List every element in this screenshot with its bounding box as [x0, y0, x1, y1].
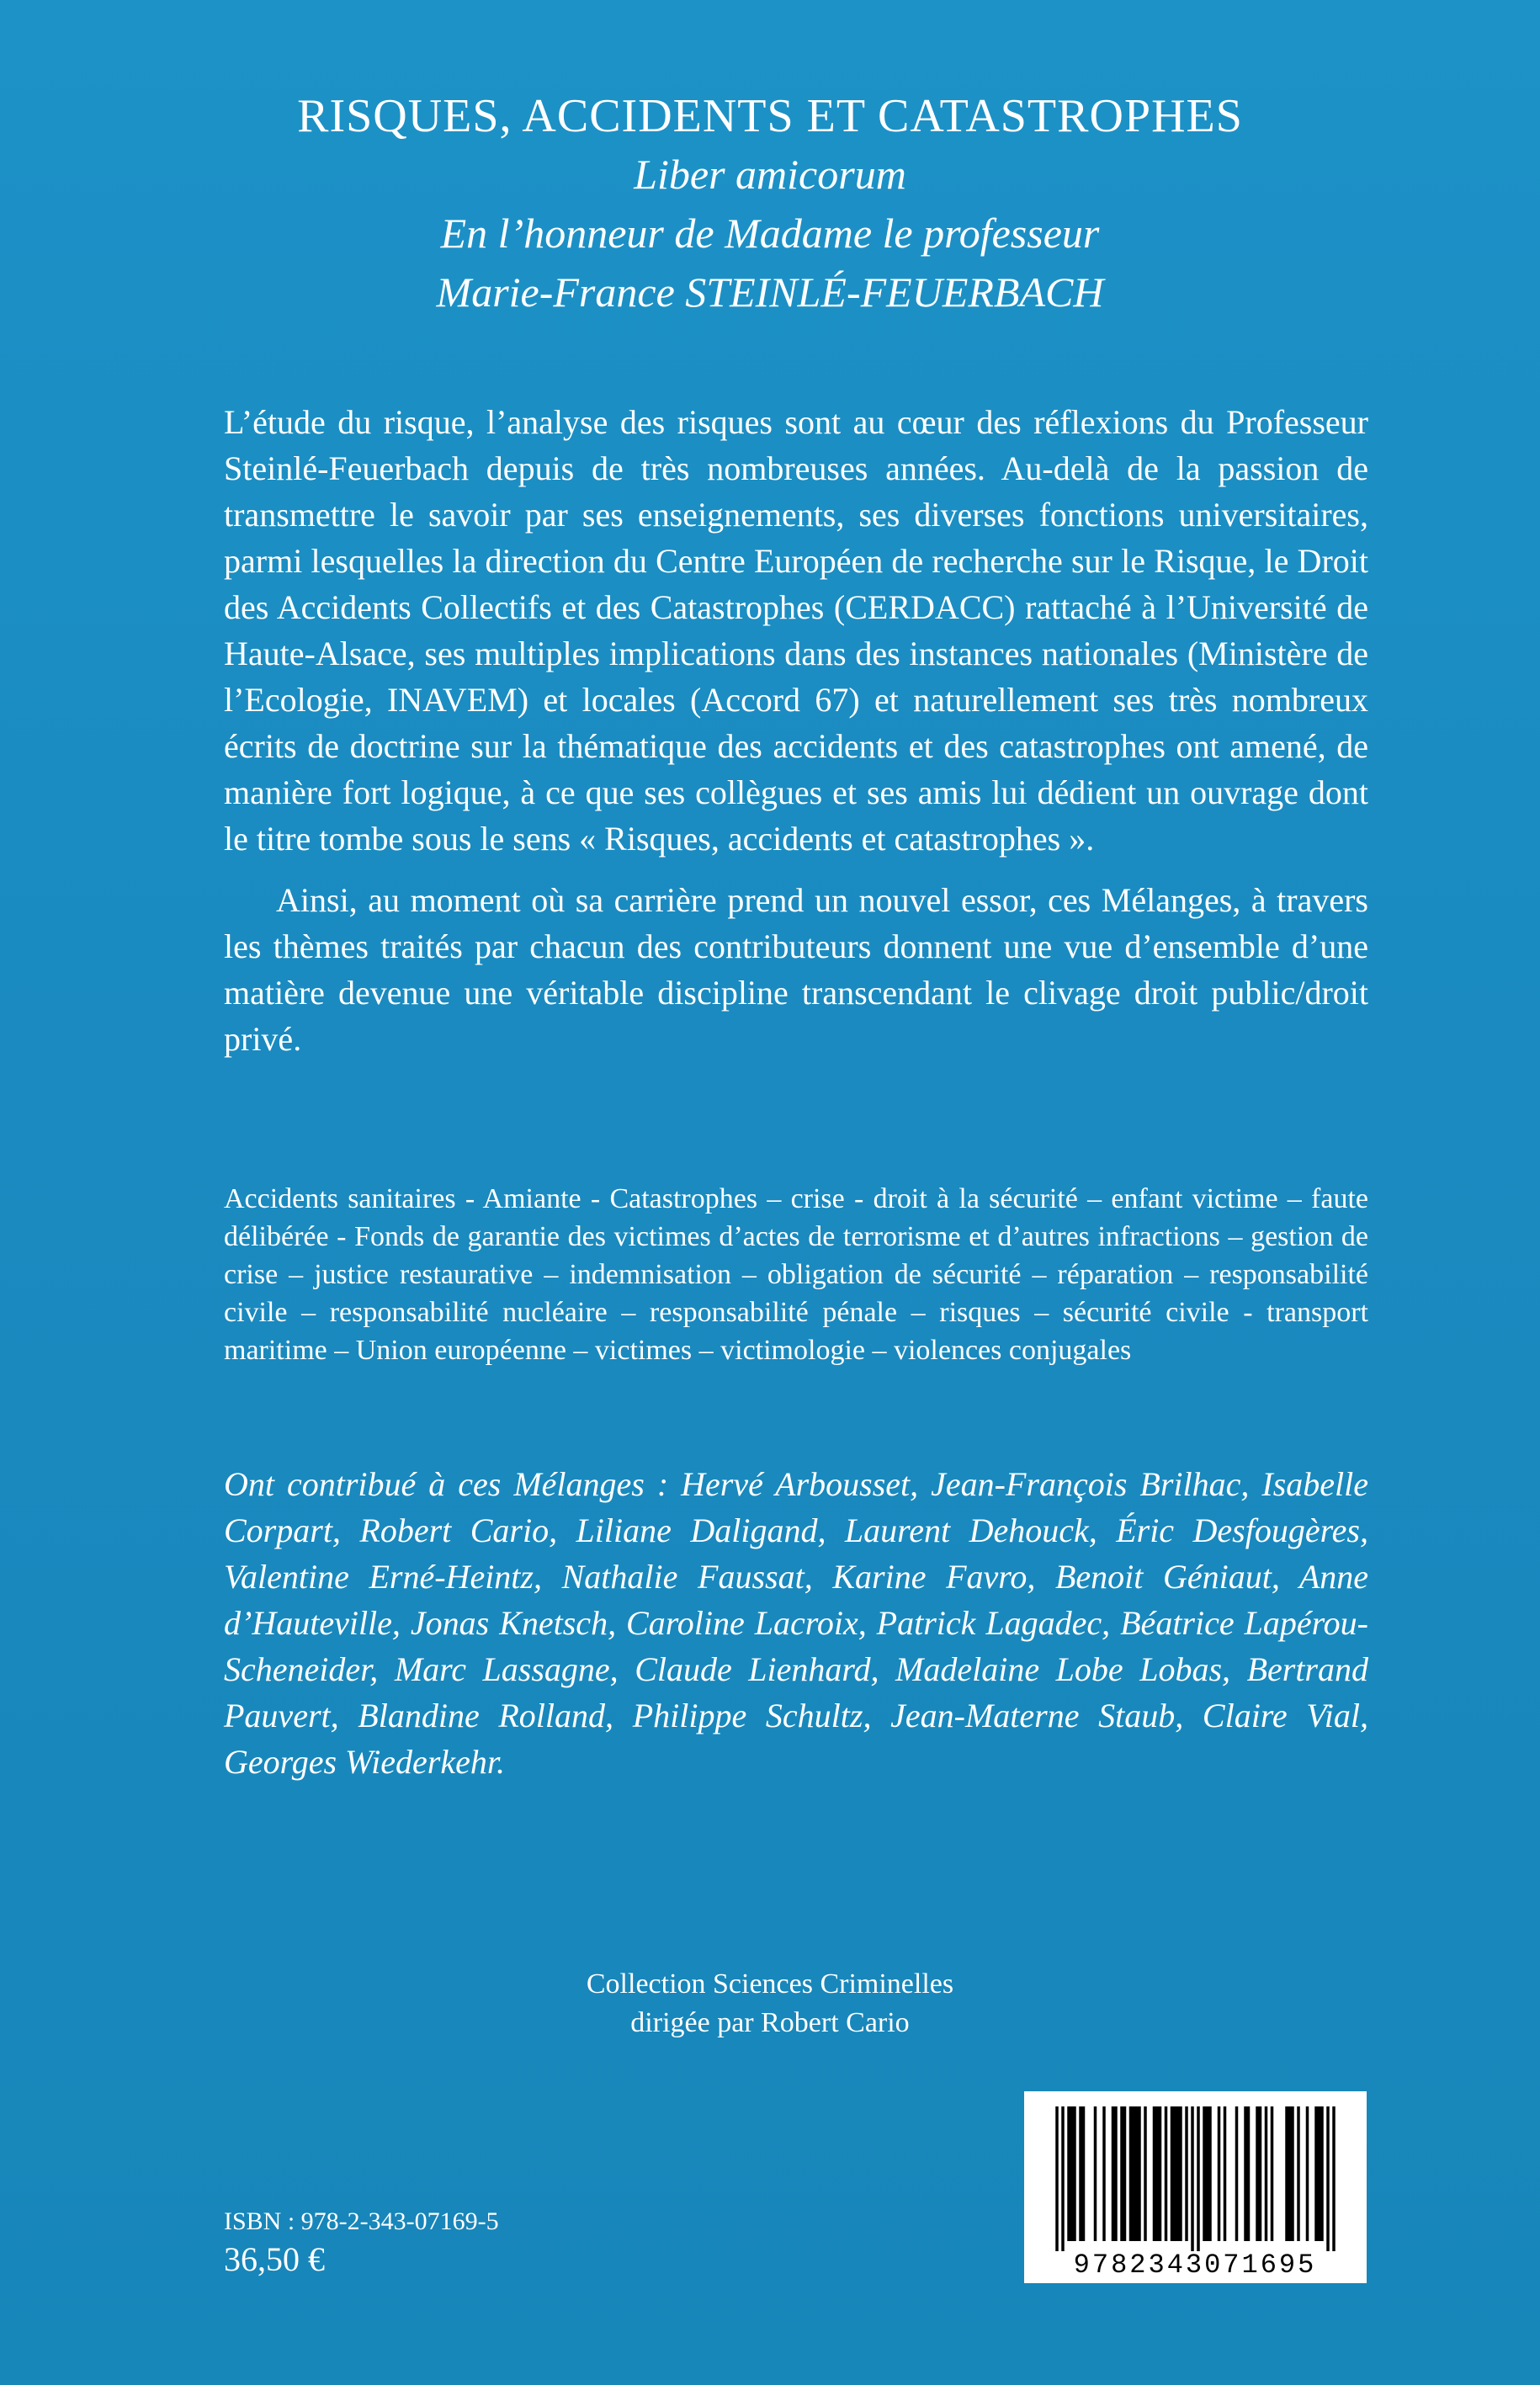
barcode-bar — [1120, 2106, 1126, 2241]
barcode-bar — [1326, 2106, 1330, 2251]
price-text: 36,50 € — [224, 2240, 325, 2278]
barcode-bar — [1171, 2106, 1182, 2241]
barcode-bar — [1153, 2106, 1162, 2241]
barcode-graphic — [1024, 2091, 1367, 2283]
blurb — [224, 399, 1368, 1062]
barcode-bar — [1079, 2106, 1085, 2241]
barcode-bar — [1271, 2106, 1274, 2241]
collection-name: Collection Sciences Criminelles — [586, 1968, 954, 2000]
collection-info — [0, 1965, 1540, 2042]
barcode-bar — [1067, 2106, 1076, 2241]
barcode-bar — [1197, 2106, 1200, 2251]
barcode-bar — [1306, 2106, 1309, 2241]
barcode-bar — [1332, 2106, 1336, 2251]
barcode-bar — [1256, 2106, 1261, 2241]
contributors-list: Ont contribué à ces Mélanges : Hervé Arbousset, Jean-François Brilhac, Isabelle Corpart, Robert Cario, Liliane Daligand, Laurent Dehouck, Éric Desfougères, Valentine Erné-Heintz, Nathalie Faussat, Karine Favro, Benoit Géniaut, Anne d’Hauteville, Jonas Knetsch, Caroline Lacroix, Patrick Lagadec, Béatrice Lapérou-Scheneider, Marc Lassagne, Claude Lienhard, Madelaine Lobe Lobas, Bertrand Pauvert, Blandine Rolland, Philippe Schultz, Jean-Materne Staub, Claire Vial, Georges Wiederkehr. — [224, 1465, 1368, 1781]
barcode-bar — [1129, 2106, 1141, 2241]
barcode-bar — [1144, 2106, 1147, 2241]
barcode-bar — [1314, 2106, 1324, 2241]
barcode-bar — [1185, 2106, 1188, 2241]
isbn-text: ISBN : 978-2-343-07169-5 — [224, 2207, 499, 2235]
barcode-bar — [1094, 2106, 1097, 2241]
barcode — [1024, 2091, 1367, 2283]
barcode-bar — [1297, 2106, 1300, 2241]
barcode-bar — [1218, 2106, 1221, 2241]
barcode-bar — [1285, 2106, 1294, 2241]
barcode-bar — [1244, 2106, 1250, 2241]
barcode-bar — [1235, 2106, 1239, 2241]
barcode-bar — [1265, 2106, 1268, 2241]
collection-director: dirigée par Robert Cario — [630, 2007, 910, 2038]
barcode-bar — [1112, 2106, 1118, 2241]
keywords-list: Accidents sanitaires - Amiante - Catastrophes – crise - droit à la sécurité – enfant victime – faute délibérée - Fonds de garantie des victimes d’actes de terrorisme et d’autres infractions – gestion de crise – justice restaurative – indemnisation – obligation de sécurité – réparation – responsabilité civile – responsabilité nucléaire – responsabilité pénale – risques – sécurité civile - transport maritime – Union européenne – victimes – victimologie – violences conjugales — [224, 1183, 1368, 1366]
subtitle-liber-amicorum: Liber amicorum — [634, 151, 906, 198]
blurb-paragraph-2: Ainsi, au moment où sa carrière prend un nouvel essor, ces Mélanges, à travers les thèmes traités par chacun des contributeurs donnent une vue d’ensemble d’une matière devenue une véritable discipline transcendant le clivage droit public/droit privé. — [224, 881, 1368, 1058]
blurb-paragraph-1: L’étude du risque, l’analyse des risques sont au cœur des réflexions du Professeur Steinlé-Feuerbach depuis de très nombreuses années. Au-delà de la passion de transmettre le savoir par ses enseignements, ses diverses fonctions universitaires, parmi lesquelles la direction du Centre Européen de recherche sur le Risque, le Droit des Accidents Collectifs et des Catastrophes (CERDACC) rattaché à l’Université de Haute-Alsace, ses multiples implications dans des instances nationales (Ministère de l’Ecologie, INAVEM) et locales (Accord 67) et naturellement ses très nombreux écrits de doctrine sur la thématique des accidents et des catastrophes ont amené, de manière fort logique, à ce que ses collègues et ses amis lui dédient un ouvrage dont le titre tombe sous le sens « Risques, accidents et catastrophes ». — [224, 403, 1368, 858]
barcode-bar — [1165, 2106, 1168, 2241]
barcode-bar — [1203, 2106, 1212, 2241]
subtitle-honour: En l’honneur de Madame le professeur — [440, 210, 1100, 257]
barcode-bar — [1055, 2106, 1059, 2251]
barcode-bar — [1224, 2106, 1227, 2241]
book-title: RISQUES, ACCIDENTS ET CATASTROPHES — [297, 90, 1243, 142]
barcode-digits: 9782343071695 — [1073, 2250, 1317, 2281]
barcode-bar — [1061, 2106, 1065, 2251]
title-block — [0, 88, 1540, 321]
barcode-bar — [1191, 2106, 1194, 2251]
barcode-bar — [1102, 2106, 1106, 2241]
subtitle-honoree-name: Marie-France STEINLÉ-FEUERBACH — [436, 268, 1104, 316]
